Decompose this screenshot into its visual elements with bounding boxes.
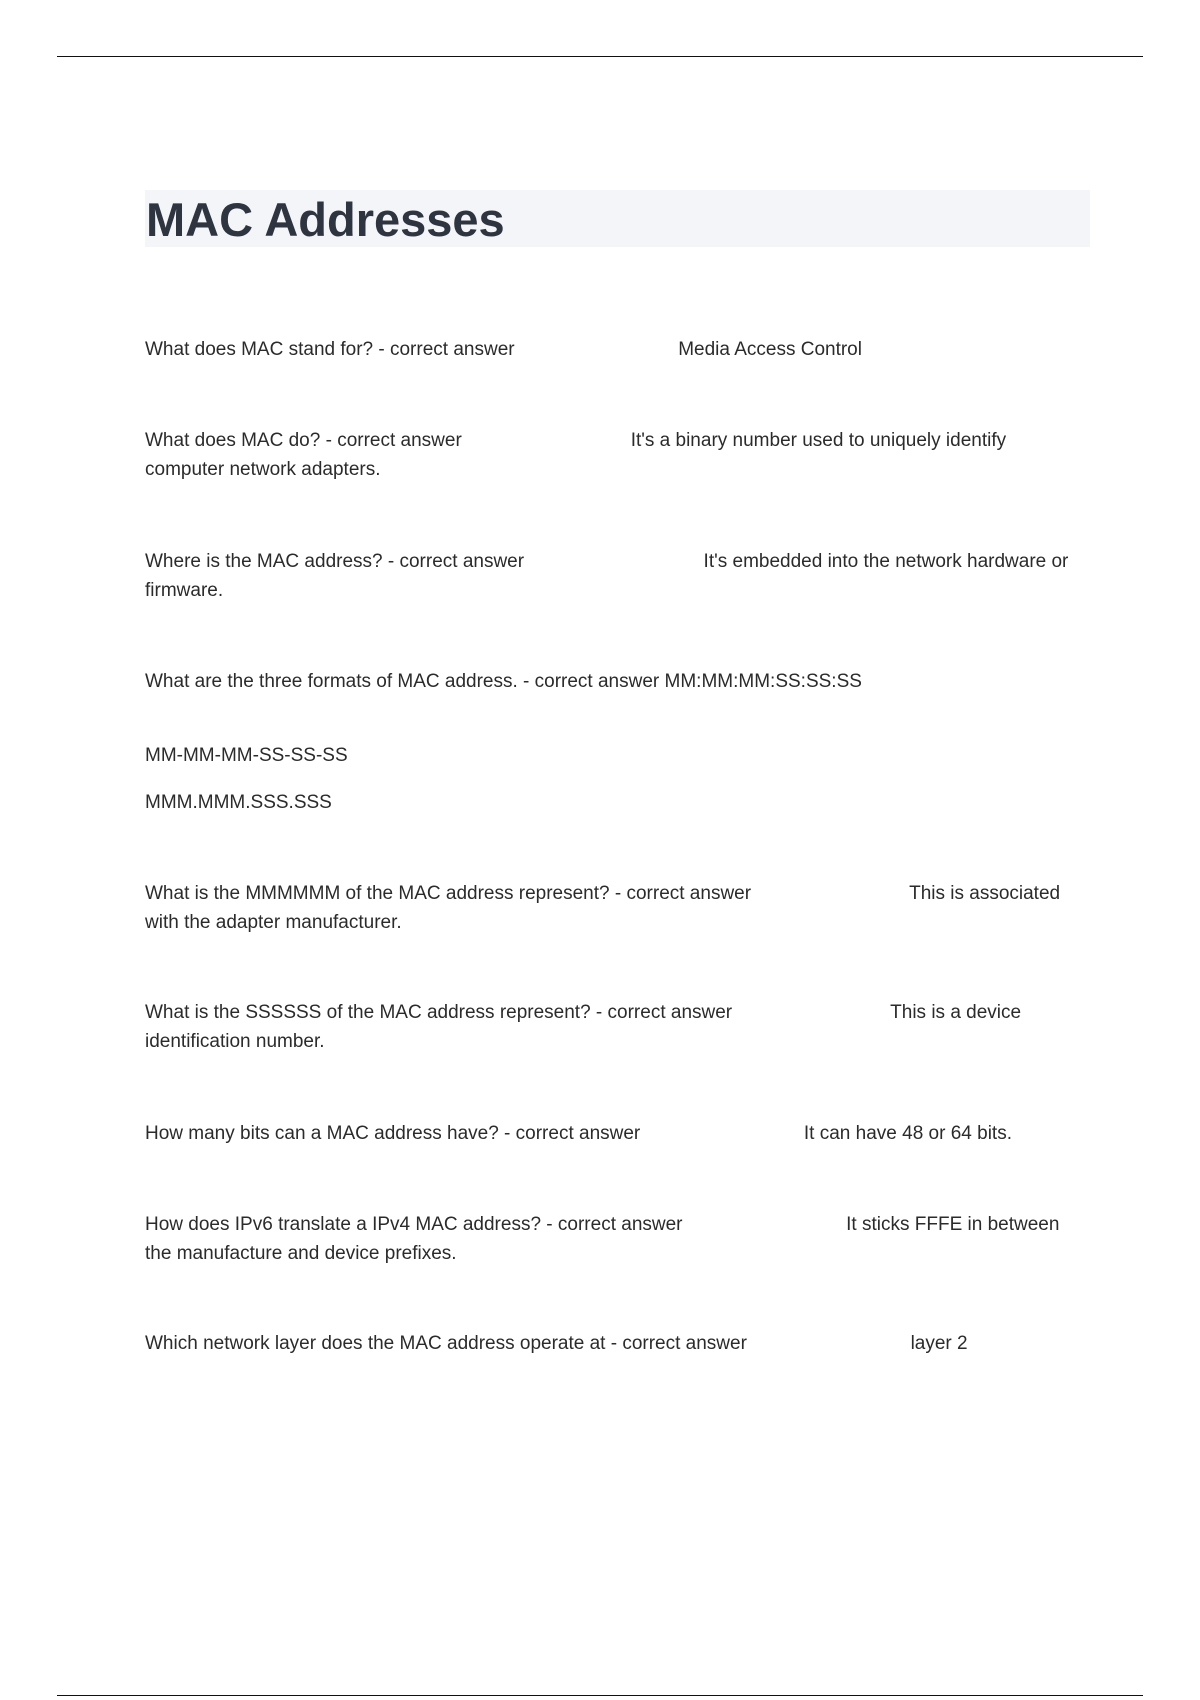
page-title: MAC Addresses	[146, 193, 505, 246]
qa-item-1: What does MAC stand for? - correct answer Media Access Control	[145, 339, 862, 360]
top-rule	[57, 56, 1143, 57]
format-dash: MM-MM-MM-SS-SS-SS	[145, 745, 348, 766]
qa-item-3: Where is the MAC address? - correct answer It's embedded into the network hardware or firmware.	[145, 551, 1074, 601]
qa-item-6: What is the SSSSSS of the MAC address represent? - correct answer This is a device identification number.	[145, 1002, 1027, 1052]
qa-item-4: What are the three formats of MAC address. - correct answer MM:MM:MM:SS:SS:SS	[145, 671, 862, 692]
qa-item-2: What does MAC do? - correct answer It's a binary number used to uniquely identify computer network adapters.	[145, 430, 1012, 480]
bottom-rule	[57, 1695, 1143, 1696]
qa-item-7: How many bits can a MAC address have? - correct answer It can have 48 or 64 bits.	[145, 1123, 1012, 1144]
qa-item-8: How does IPv6 translate a IPv4 MAC address? - correct answer It sticks FFFE in between the manufacture and device prefixes.	[145, 1214, 1065, 1264]
qa-item-5: What is the MMMMMM of the MAC address represent? - correct answer This is associated with the adapter manufacturer.	[145, 883, 1066, 933]
format-dot: MMM.MMM.SSS.SSS	[145, 792, 332, 813]
qa-item-9: Which network layer does the MAC address operate at - correct answer layer 2	[145, 1333, 968, 1354]
